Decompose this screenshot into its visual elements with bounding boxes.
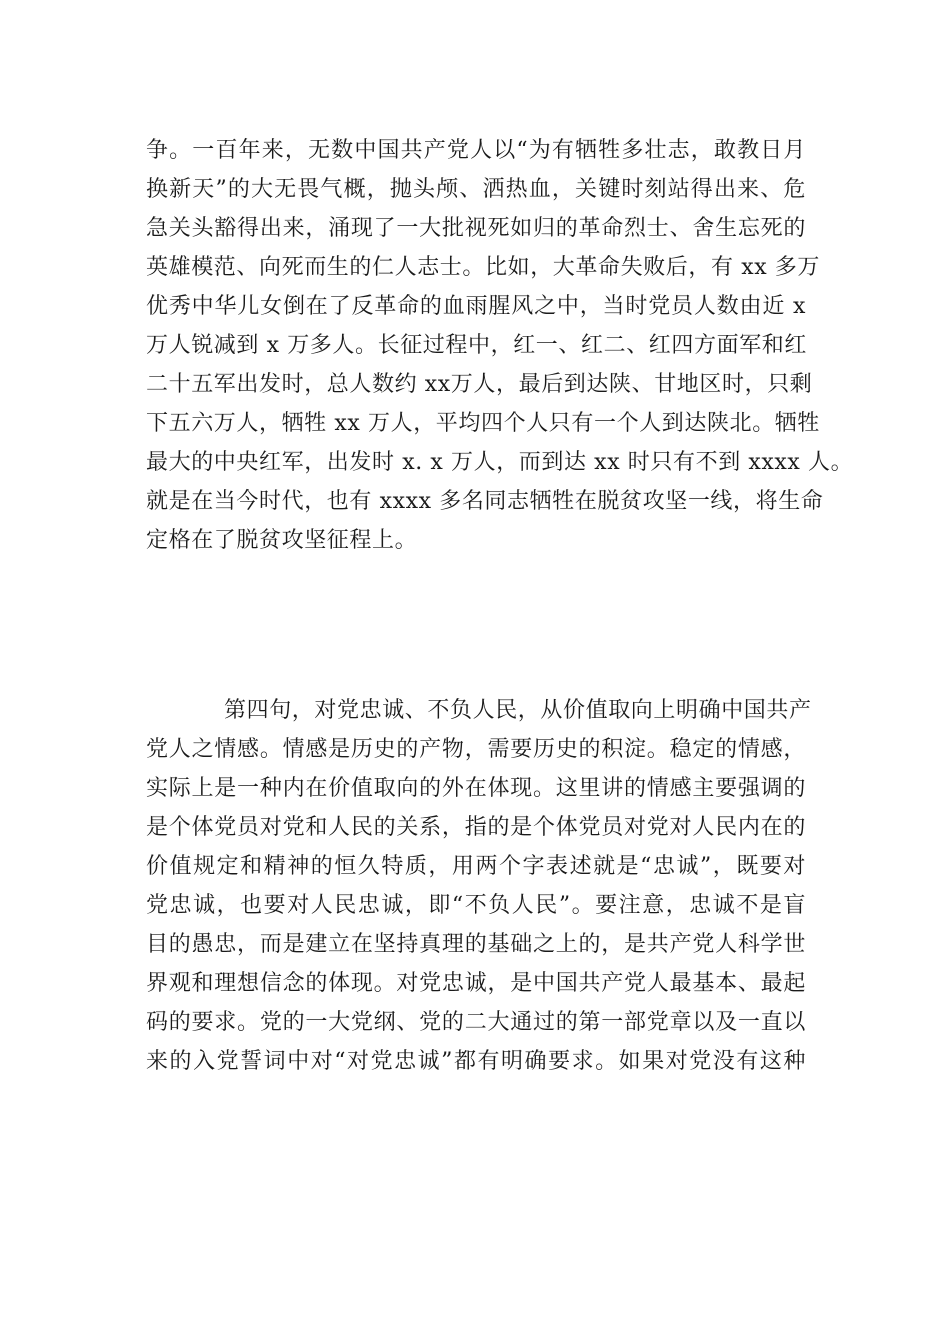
text-line: 英雄模范、向死而生的仁人志士。比如，大革命失败后，有 xx 多万 <box>146 255 821 280</box>
text-line: 就是在当今时代，也有 xxxx 多名同志牺牲在脱贫攻坚一线，将生命 <box>146 489 824 514</box>
text-line: 第四句，对党忠诚、不负人民，从价值取向上明确中国共产 <box>224 698 812 723</box>
paragraph-loyalty <box>146 691 812 1081</box>
text-line: 争。一百年来，无数中国共产党人以“为有牺牲多壮志，敢教日月 <box>146 138 806 163</box>
text-line: 界观和理想信念的体现。对党忠诚，是中国共产党人最基本、最起 <box>146 971 806 996</box>
text-line: 来的入党誓词中对“对党忠诚”都有明确要求。如果对党没有这种 <box>146 1049 806 1074</box>
text-line: 二十五军出发时，总人数约 xx万人，最后到达陕、甘地区时，只剩 <box>146 372 813 397</box>
text-line: 下五六万人，牺牲 xx 万人，平均四个人只有一个人到达陕北。牺牲 <box>146 411 821 436</box>
text-line: 最大的中央红军，出发时 x. x 万人，而到达 xx 时只有不到 xxxx 人。 <box>146 450 854 475</box>
text-line: 优秀中华儿女倒在了反革命的血雨腥风之中，当时党员人数由近 x <box>146 294 806 319</box>
text-line: 是个体党员对党和人民的关系，指的是个体党员对党对人民内在的 <box>146 815 806 840</box>
text-line: 急关头豁得出来，涌现了一大批视死如归的革命烈士、舍生忘死的 <box>146 216 806 241</box>
text-line: 万人锐减到 x 万多人。长征过程中，红一、红二、红四方面军和红 <box>146 333 807 358</box>
text-line: 党忠诚，也要对人民忠诚，即“不负人民”。要注意，忠诚不是盲 <box>146 893 806 918</box>
text-line: 目的愚忠，而是建立在坚持真理的基础之上的，是共产党人科学世 <box>146 932 806 957</box>
text-line: 实际上是一种内在价值取向的外在体现。这里讲的情感主要强调的 <box>146 776 806 801</box>
text-line: 价值规定和精神的恒久特质，用两个字表述就是“忠诚”，既要对 <box>146 854 806 879</box>
text-line: 定格在了脱贫攻坚征程上。 <box>146 528 418 553</box>
text-line: 换新天”的大无畏气概，抛头颅、洒热血，关键时刻站得出来、危 <box>146 177 806 202</box>
paragraph-sacrifice <box>146 131 854 560</box>
text-line: 码的要求。党的一大党纲、党的二大通过的第一部党章以及一直以 <box>146 1010 806 1035</box>
text-line: 党人之情感。情感是历史的产物，需要历史的积淀。稳定的情感， <box>146 737 806 762</box>
